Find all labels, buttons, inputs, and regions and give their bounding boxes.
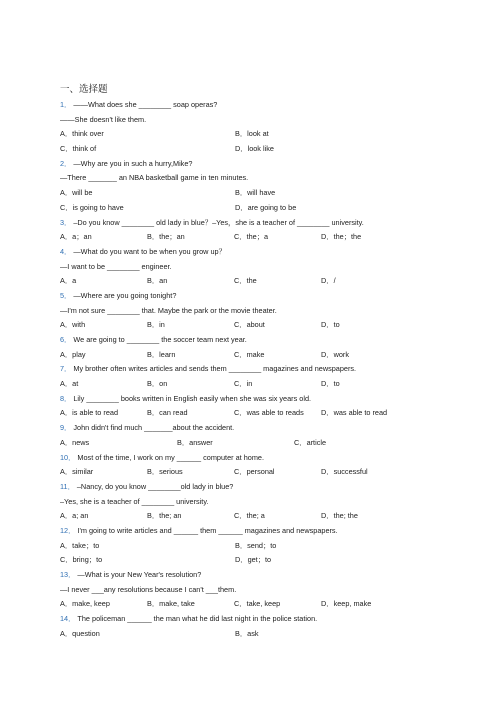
option-row — [60, 201, 440, 216]
question-dialogue-line — [60, 304, 440, 319]
option-row — [60, 377, 440, 392]
question-text: We are going to ________ the soccer team next year. — [73, 335, 247, 344]
question-text: My brother often writes articles and sends them ________ magazines and newspapers. — [73, 364, 357, 374]
answer-option: C．bring；to — [60, 555, 103, 565]
answer-option: B．on — [147, 379, 168, 389]
option-row — [60, 274, 440, 289]
option-row — [60, 127, 440, 142]
question-dialogue-line — [60, 583, 440, 598]
question-number: 12． — [60, 525, 76, 535]
question-stem — [60, 157, 440, 172]
option-row — [60, 348, 440, 363]
question-number: 8． — [60, 393, 72, 403]
question-stem — [60, 568, 440, 583]
question-number: 5． — [60, 290, 72, 300]
answer-option: A．take；to — [60, 540, 100, 550]
option-row — [60, 230, 440, 245]
question-number: 7． — [60, 364, 72, 374]
answer-option: C．make — [234, 349, 265, 359]
answer-option: B．the; an — [147, 511, 182, 521]
answer-option: C．was able to reads — [234, 408, 304, 418]
question-stem — [60, 362, 440, 377]
question-number: 13． — [60, 570, 76, 579]
answer-option: A．think over — [60, 129, 104, 139]
answer-option: B．will have — [235, 188, 276, 198]
option-row — [60, 436, 440, 451]
option-row — [60, 406, 440, 421]
question-text: —Why are you in such a hurry,Mike? — [73, 158, 193, 168]
answer-option: D．was able to read — [321, 408, 388, 418]
option-row — [60, 539, 440, 554]
question-text: –Do you know ________ old lady in blue？–Yes，she is a teacher of ________ university. — [73, 217, 364, 227]
answer-option: B．serious — [147, 467, 183, 477]
question-number: 2． — [60, 158, 72, 168]
section-title: 一、选择题 — [60, 84, 108, 95]
option-row — [60, 627, 440, 642]
answer-option: C．the；a — [234, 232, 269, 242]
question-number: 4． — [60, 246, 72, 256]
option-row — [60, 142, 440, 157]
answer-option: B．look at — [235, 129, 269, 139]
answer-option: D．to — [321, 320, 340, 330]
question-number: 6． — [60, 335, 72, 344]
answer-option: B．learn — [147, 349, 176, 359]
question-stem — [60, 612, 440, 627]
question-text: —Where are you going tonight? — [73, 290, 177, 300]
question-stem — [60, 216, 440, 231]
question-dialogue-line — [60, 495, 440, 510]
question-text: —I'm not sure ________ that. Maybe the park or the movie theater. — [60, 305, 277, 315]
option-row — [60, 553, 440, 568]
question-text: —I want to be ________ engineer. — [60, 261, 172, 271]
question-text: Lily ________ books written in English easily when she was six years old. — [73, 393, 312, 403]
answer-option: D．look like — [235, 144, 274, 154]
answer-option: A．with — [60, 320, 86, 330]
question-stem — [60, 421, 440, 436]
answer-option: A．will be — [60, 188, 93, 198]
question-number: 9． — [60, 423, 72, 433]
option-row — [60, 186, 440, 201]
question-text: —I never ___any resolutions because I can't ___them. — [60, 584, 237, 594]
answer-option: C．article — [294, 437, 327, 447]
answer-option: A．a；an — [60, 232, 92, 242]
question-stem — [60, 289, 440, 304]
answer-option: D．the；the — [321, 232, 362, 242]
question-text: ——She doesn't like them. — [60, 114, 147, 124]
answer-option: C．about — [234, 320, 265, 330]
answer-option: B．in — [147, 320, 165, 330]
answer-option: D．/ — [321, 276, 336, 286]
answer-option: A．news — [60, 437, 90, 447]
answer-option: B．answer — [177, 437, 213, 447]
question-text: John didn't find much _______about the accident. — [73, 423, 235, 433]
question-text: The policeman ______ the man what he did last night in the police station. — [77, 614, 318, 624]
question-stem — [60, 451, 440, 466]
answer-option: C．is going to have — [60, 202, 124, 212]
question-text: —What do you want to be when you grow up？ — [73, 246, 226, 256]
question-number: 14． — [60, 614, 76, 624]
question-text: —What is your New Year's resolution? — [77, 570, 202, 579]
question-stem — [60, 98, 440, 113]
answer-option: B．ask — [235, 628, 259, 638]
answer-option: B．can read — [147, 408, 188, 418]
answer-option: D．work — [321, 349, 349, 359]
question-stem — [60, 392, 440, 407]
answer-option: A．is able to read — [60, 408, 119, 418]
answer-option: A．a — [60, 276, 77, 286]
answer-option: C．personal — [234, 467, 275, 477]
answer-option: D．get；to — [235, 555, 272, 565]
question-text: Most of the time, I work on my ______ computer at home. — [77, 452, 264, 462]
question-dialogue-line — [60, 113, 440, 128]
question-stem — [60, 333, 440, 348]
option-row — [60, 509, 440, 524]
answer-option: C．the; a — [234, 511, 265, 521]
option-row — [60, 597, 440, 612]
question-dialogue-line — [60, 171, 440, 186]
question-number: 1． — [60, 100, 72, 109]
question-number: 11． — [60, 481, 75, 491]
answer-option: C．the — [234, 276, 257, 286]
question-stem — [60, 524, 440, 539]
answer-option: B．make, take — [147, 599, 195, 609]
answer-option: A．make, keep — [60, 599, 110, 609]
answer-option: D．the; the — [321, 511, 358, 521]
question-text: ——What does she ________ soap operas? — [73, 100, 218, 109]
answer-option: C．think of — [60, 144, 97, 154]
answer-option: A．similar — [60, 467, 94, 477]
question-text: –Yes, she is a teacher of ________ university. — [60, 496, 209, 506]
question-stem — [60, 245, 440, 260]
question-list — [60, 83, 440, 641]
question-dialogue-line — [60, 260, 440, 275]
answer-option: A．play — [60, 349, 86, 359]
answer-option: A．question — [60, 628, 100, 638]
question-number: 10． — [60, 452, 76, 462]
answer-option: B．an — [147, 276, 168, 286]
option-row — [60, 465, 440, 480]
answer-option: A．at — [60, 379, 79, 389]
answer-option: D．to — [321, 379, 340, 389]
question-text: –Nancy, do you know ________old lady in blue? — [76, 481, 234, 491]
question-text: I'm going to write articles and ______ them ______ magazines and newspapers. — [77, 525, 338, 535]
answer-option: C．in — [234, 379, 253, 389]
answer-option: D．successful — [321, 467, 368, 477]
option-row — [60, 318, 440, 333]
answer-option: D．keep, make — [321, 599, 372, 609]
question-number: 3． — [60, 217, 72, 227]
answer-option: A．a; an — [60, 511, 89, 521]
question-text: —There _______ an NBA basketball game in ten minutes. — [60, 173, 249, 183]
answer-option: C．take, keep — [234, 599, 281, 609]
answer-option: B．send；to — [235, 540, 277, 550]
answer-option: D．are going to be — [235, 202, 297, 212]
answer-option: B．the；an — [147, 232, 185, 242]
question-stem — [60, 480, 440, 495]
